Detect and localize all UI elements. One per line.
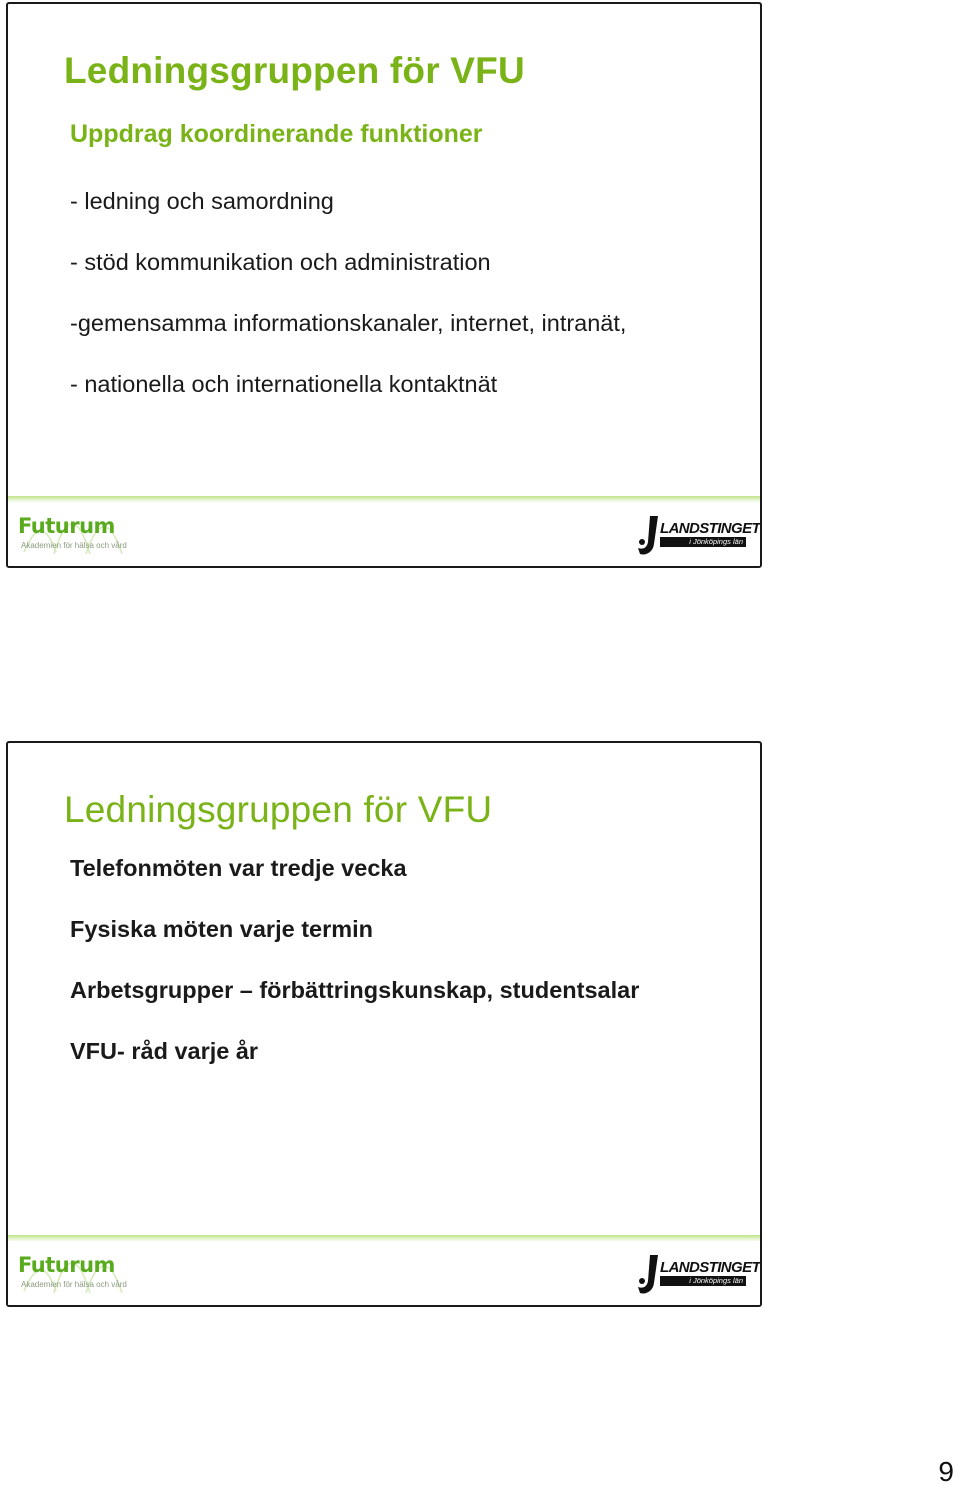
landstinget-logo xyxy=(636,514,761,558)
futurum-logo-word: Futurum xyxy=(18,514,115,538)
body-line: VFU- råd varje år xyxy=(70,1038,259,1064)
slide-2 xyxy=(6,741,762,1307)
bullet-line: - nationella och internationella kontaktnät xyxy=(70,371,498,397)
futurum-logo xyxy=(16,1243,146,1299)
bullet-line: -gemensamma informationskanaler, internet, intranät, xyxy=(70,310,627,336)
body-line: Telefonmöten var tredje vecka xyxy=(70,855,407,881)
slide-footer xyxy=(8,496,760,566)
futurum-logo-tagline: Akademien för hälsa och vård xyxy=(21,1280,127,1289)
slide-title: Ledningsgruppen för VFU xyxy=(64,50,525,91)
bullet-line: - stöd kommunikation och administration xyxy=(70,249,491,275)
landstinget-logo-word: LANDSTINGET xyxy=(660,1259,761,1276)
footer-gradient-bar xyxy=(8,1235,760,1242)
slide-subtitle: Uppdrag koordinerande funktioner xyxy=(70,120,483,148)
slide-1 xyxy=(6,2,762,568)
futurum-logo-tagline: Akademien för hälsa och vård xyxy=(21,541,127,550)
bullet-line: - ledning och samordning xyxy=(70,188,334,214)
slide-title: Ledningsgruppen för VFU xyxy=(64,789,493,830)
landstinget-j-icon xyxy=(636,1253,662,1297)
landstinget-logo-word: LANDSTINGET xyxy=(660,520,761,537)
slide-footer xyxy=(8,1235,760,1305)
landstinget-j-icon xyxy=(636,514,662,558)
landstinget-logo xyxy=(636,1253,761,1297)
landstinget-logo-sub: i Jönköpings län xyxy=(660,1276,746,1286)
futurum-logo xyxy=(16,504,146,560)
body-line: Arbetsgrupper – förbättringskunskap, studentsalar xyxy=(70,977,640,1003)
futurum-logo-word: Futurum xyxy=(18,1253,115,1277)
page-number: 9 xyxy=(938,1456,954,1487)
body-line: Fysiska möten varje termin xyxy=(70,916,374,942)
footer-gradient-bar xyxy=(8,496,760,503)
landstinget-logo-sub: i Jönköpings län xyxy=(660,537,746,547)
